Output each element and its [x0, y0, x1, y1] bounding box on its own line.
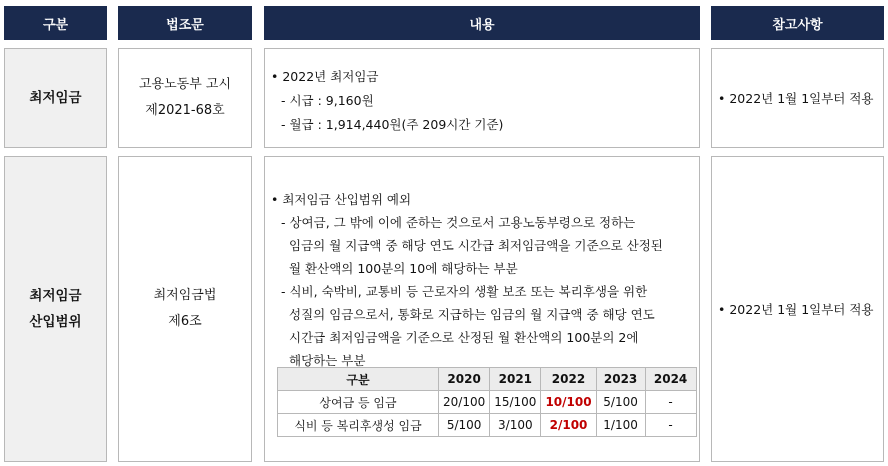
row2-content-line3: 임금의 월 지급액 중 해당 연도 시간급 최저임금액을 기준으로 산정된 — [289, 238, 663, 253]
row2-category — [4, 156, 107, 462]
row2-article-line2: 제6조 — [168, 314, 202, 329]
row2-notes — [711, 156, 884, 462]
rate-cell-highlight: 2/100 — [541, 414, 596, 437]
row2-category-line1: 최저임금 — [29, 288, 82, 304]
row1-content-line2: - 시급 : 9,160원 — [281, 93, 374, 108]
row2-content-line5: - 식비, 숙박비, 교통비 등 근로자의 생활 보조 또는 복리후생을 위한 — [281, 284, 648, 299]
row1-content-line1: • 2022년 최저임금 — [271, 69, 379, 84]
row1-category — [4, 48, 107, 148]
rate-cell: 15/100 — [490, 391, 541, 414]
row1-notes — [711, 48, 884, 148]
rate-header-2021: 2021 — [490, 368, 541, 391]
rate-cell: 상여금 등 임금 — [278, 391, 439, 414]
row2-content-line1: • 최저임금 산입범위 예외 — [271, 192, 412, 207]
rate-cell: 20/100 — [439, 391, 490, 414]
row1-article-line1: 고용노동부 고시 — [138, 77, 232, 92]
rate-cell: 식비 등 복리후생성 임금 — [278, 414, 439, 437]
row1-content — [264, 48, 700, 148]
rate-header-category: 구분 — [278, 368, 439, 391]
rate-cell: 3/100 — [490, 414, 541, 437]
row2-content-line2: - 상여금, 그 밖에 이에 준하는 것으로서 고용노동부령으로 정하는 — [281, 215, 636, 230]
table-row — [278, 391, 697, 414]
row2-content — [264, 156, 700, 462]
row1-notes-text: • 2022년 1월 1일부터 적용 — [718, 91, 874, 106]
rate-cell-highlight: 10/100 — [541, 391, 596, 414]
row1-article-line2: 제2021-68호 — [145, 103, 225, 118]
row2-notes-text: • 2022년 1월 1일부터 적용 — [718, 302, 874, 317]
row1-article — [118, 48, 252, 148]
table-row — [278, 414, 697, 437]
rate-cell: 1/100 — [596, 414, 645, 437]
row2-content-line4: 월 환산액의 100분의 10에 해당하는 부분 — [289, 261, 518, 276]
header-article: 법조문 — [118, 6, 252, 40]
inclusion-rate-table — [277, 367, 697, 437]
rate-header-2023: 2023 — [596, 368, 645, 391]
rate-cell: 5/100 — [596, 391, 645, 414]
row2-content-line6: 성질의 임금으로서, 통화로 지급하는 임금의 월 지급액 중 해당 연도 — [289, 307, 655, 322]
rate-cell: - — [645, 414, 696, 437]
rate-header-2020: 2020 — [439, 368, 490, 391]
rate-header-2024: 2024 — [645, 368, 696, 391]
row2-article-line1: 최저임금법 — [153, 288, 217, 303]
row1-content-line3: - 월급 : 1,914,440원(주 209시간 기준) — [281, 117, 504, 132]
rate-table-header-row — [278, 368, 697, 391]
row2-content-line7: 시간급 최저임금액을 기준으로 산정된 월 환산액의 100분의 2에 — [289, 330, 639, 345]
row1-category-text: 최저임금 — [29, 90, 82, 106]
row2-article — [118, 156, 252, 462]
row2-content-line8: 해당하는 부분 — [289, 353, 366, 368]
row2-category-line2: 산입범위 — [29, 314, 82, 330]
header-notes: 참고사항 — [711, 6, 884, 40]
header-category: 구분 — [4, 6, 107, 40]
rate-header-2022: 2022 — [541, 368, 596, 391]
header-content: 내용 — [264, 6, 700, 40]
rate-cell: - — [645, 391, 696, 414]
rate-cell: 5/100 — [439, 414, 490, 437]
